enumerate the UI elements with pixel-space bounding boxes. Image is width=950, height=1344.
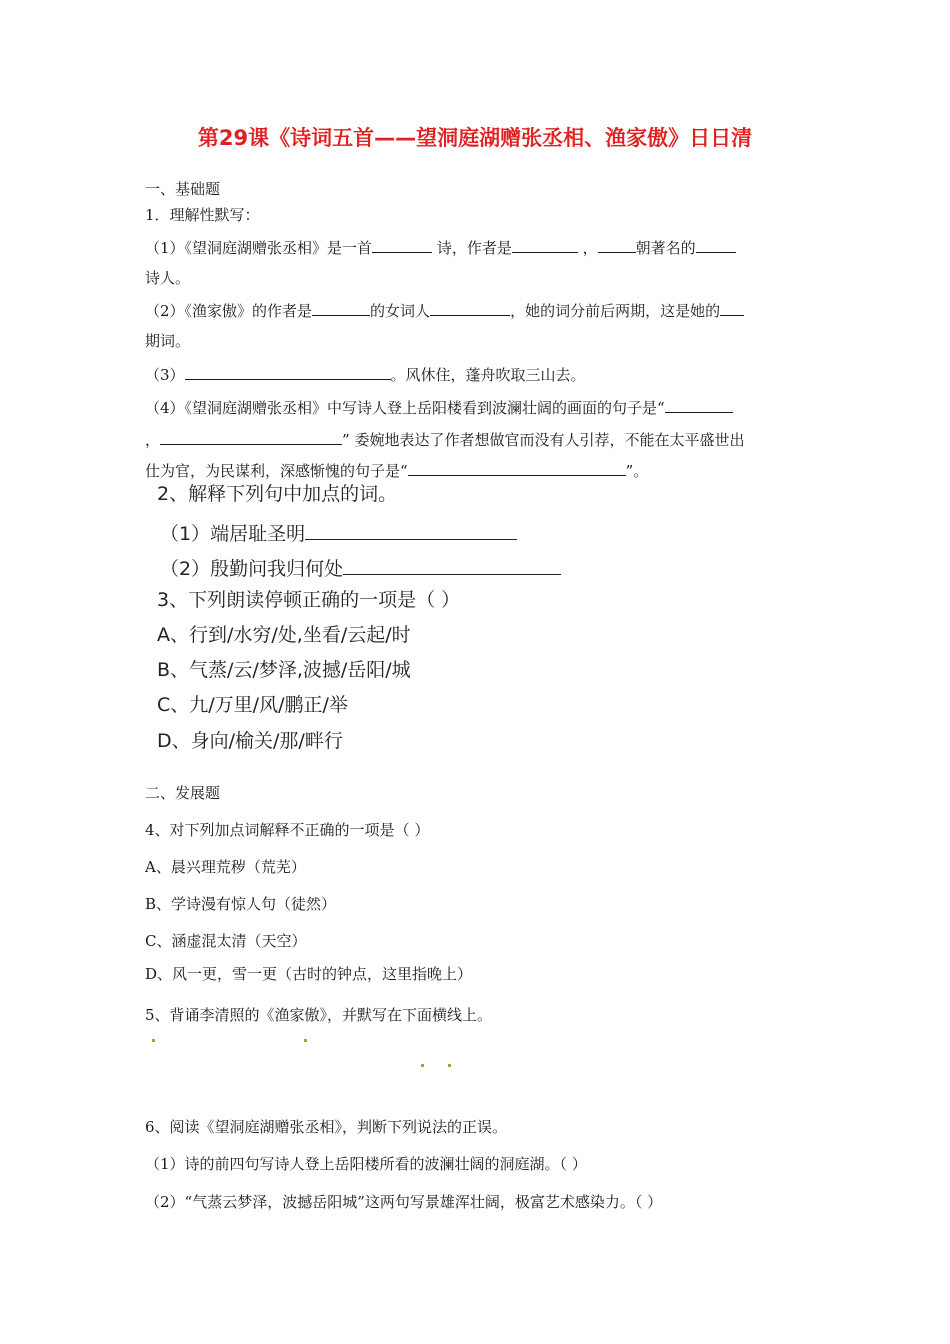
answer-blank[interactable] <box>720 300 744 316</box>
q1-p3-line <box>145 364 586 385</box>
q4-option-d: D、风一更，雪一更（古时的钟点，这里指晚上） <box>145 965 473 983</box>
q1-p2-text-a: （2）《渔家傲》的作者是 <box>145 302 313 320</box>
answer-blank[interactable] <box>160 429 342 445</box>
answer-blank[interactable] <box>598 237 636 253</box>
answer-blank[interactable] <box>343 554 561 575</box>
q6-label: 6、阅读《望洞庭湖赠张丞相》，判断下列说法的正误。 <box>145 1118 508 1136</box>
answer-blank[interactable] <box>696 237 736 253</box>
q1-p4-line1 <box>145 397 733 418</box>
q2-label: 2、解释下列句中加点的词。 <box>157 483 398 505</box>
section2-heading: 二、发展题 <box>145 784 221 802</box>
scan-speck <box>304 1039 307 1042</box>
page-title: 第29课《诗词五首——望洞庭湖赠张丞相、渔家傲》日日清 <box>197 126 753 150</box>
q3-option-a: A、行到/水穷/处,坐看/云起/时 <box>157 624 411 646</box>
q3-label: 3、下列朗读停顿正确的一项是（ ） <box>157 589 461 611</box>
q1-p1-line2: 诗人。 <box>145 269 191 287</box>
q1-p2-text-c: ，她的词分前后两期，这是她的 <box>510 302 721 320</box>
answer-blank[interactable] <box>312 300 370 316</box>
answer-blank[interactable] <box>430 300 510 316</box>
q1-p4-text-c: ” 委婉地表达了作者想做官而没有人引荐，不能在太平盛世出 <box>342 431 745 449</box>
q1-p1-text-a: （1）《望洞庭湖赠张丞相》是一首 <box>145 239 373 257</box>
q6-item-1: （1）诗的前四句写诗人登上岳阳楼所看的波澜壮阔的洞庭湖。（ ） <box>145 1155 587 1173</box>
q1-p2-line1 <box>145 300 744 321</box>
q2-item-2 <box>160 554 561 581</box>
q2-item-1 <box>160 519 517 546</box>
q1-p4-line2 <box>145 429 744 450</box>
q1-p4-text-b: ， <box>145 431 161 449</box>
q3-option-d: D、身向/榆关/那/畔行 <box>157 730 343 752</box>
q1-p1-text-b: 诗，作者是 <box>436 239 512 257</box>
q6-item-2: （2）“气蒸云梦泽，波撼岳阳城”这两句写景雄浑壮阔，极富艺术感染力。（ ） <box>145 1193 663 1211</box>
q4-option-c: C、涵虚混太清（天空） <box>145 932 307 950</box>
q3-option-b: B、气蒸/云/梦泽,波撼/岳阳/城 <box>157 659 411 681</box>
q1-p1-text-c: ， <box>582 239 598 257</box>
q5-label: 5、背诵李清照的《渔家傲》，并默写在下面横线上。 <box>145 1006 493 1024</box>
q1-p3-text-a: （3） <box>145 366 185 384</box>
q2-item-1-text: （1）端居耻圣明 <box>160 523 306 545</box>
answer-blank[interactable] <box>408 460 626 476</box>
q1-p1-line1 <box>145 237 736 258</box>
q2-item-2-text: （2）殷勤问我归何处 <box>160 558 344 580</box>
q1-p4-line3 <box>145 460 648 481</box>
q1-p4-text-d: 仕为官，为民谋利，深感惭愧的句子是“ <box>145 462 408 480</box>
q3-option-c: C、九/万里/风/鹏正/举 <box>157 694 348 716</box>
scan-speck <box>421 1064 424 1067</box>
scan-speck <box>448 1064 451 1067</box>
q4-option-a: A、晨兴理荒秽（荒芜） <box>145 858 306 876</box>
answer-blank[interactable] <box>305 519 517 540</box>
q1-p3-text-b: 。风休住，蓬舟吹取三山去。 <box>390 366 586 384</box>
scan-speck <box>152 1039 155 1042</box>
answer-blank[interactable] <box>512 237 578 253</box>
q1-p2-text-b: 的女词人 <box>370 302 431 320</box>
section1-heading: 一、基础题 <box>145 180 221 198</box>
q1-label: 1．理解性默写： <box>145 206 260 224</box>
answer-blank[interactable] <box>185 364 391 380</box>
q4-option-b: B、学诗漫有惊人句（徒然） <box>145 895 337 913</box>
answer-blank[interactable] <box>665 397 733 413</box>
q1-p4-text-e: ”。 <box>625 462 649 480</box>
q4-label: 4、对下列加点词解释不正确的一项是（ ） <box>145 821 430 839</box>
q1-p4-text-a: （4）《望洞庭湖赠张丞相》中写诗人登上岳阳楼看到波澜壮阔的画面的句子是“ <box>145 399 665 417</box>
answer-blank[interactable] <box>372 237 432 253</box>
q1-p2-line2: 期词。 <box>145 332 191 350</box>
q1-p1-text-d: 朝著名的 <box>635 239 696 257</box>
